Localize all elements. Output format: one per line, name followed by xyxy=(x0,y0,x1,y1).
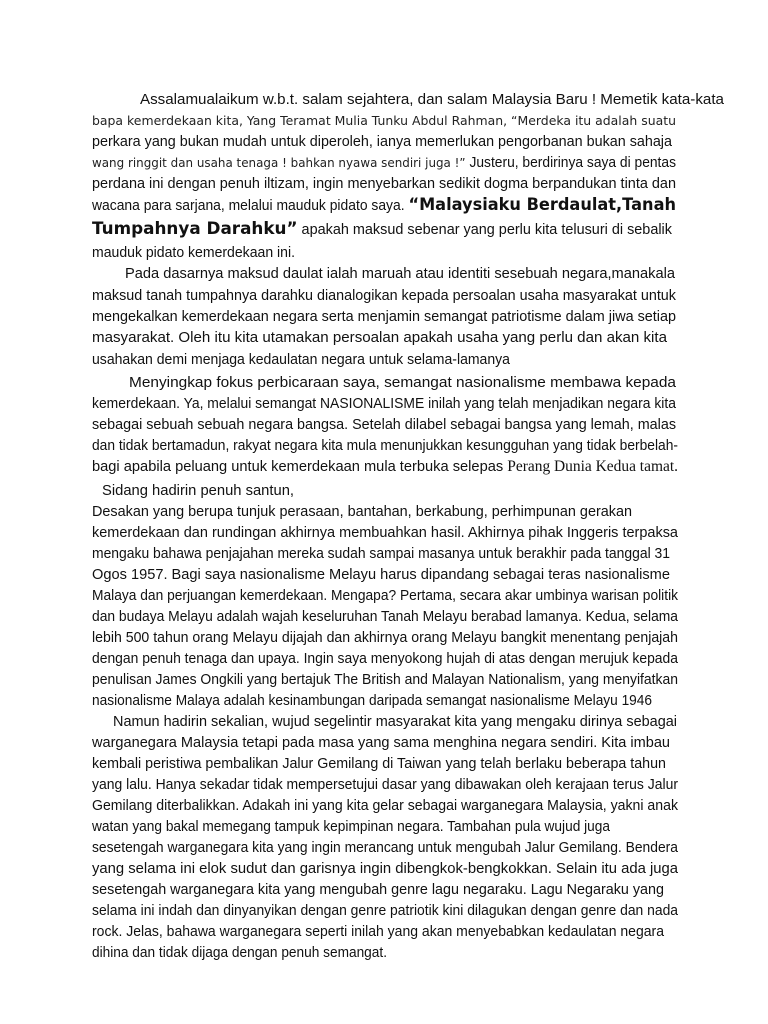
text-line xyxy=(92,502,639,522)
line-content xyxy=(92,111,676,131)
text-segment: usahakan demi menjaga kedaulatan negara untuk selama-lamanya xyxy=(92,352,510,368)
text-segment: dan tidak bertamadun, rakyat negara kita mula menunjukkan kesungguhan yang tidak berbelah- xyxy=(92,438,678,454)
line-content xyxy=(92,286,676,306)
line-content xyxy=(129,373,676,393)
text-line xyxy=(140,90,724,110)
text-segment: yang lalu. Hanya sekadar tidak mempersetujui dasar yang dibawakan oleh kerajaan terus Jalur xyxy=(92,777,679,793)
text-segment: dihina dan tidak dijaga dengan penuh semangat. xyxy=(92,945,387,961)
text-line xyxy=(92,174,682,194)
text-line xyxy=(92,328,668,348)
text-line xyxy=(92,607,710,627)
text-segment: apakah maksud sebenar yang perlu kita telusuri di sebalik xyxy=(297,222,672,238)
text-segment: Gemilang diterbalikkan. Adakah ini yang kita gelar sebagai warganegara Malaysia, yakni anak xyxy=(92,798,678,814)
text-line xyxy=(92,544,699,564)
text-line xyxy=(92,691,689,711)
line-content xyxy=(92,586,678,606)
line-content xyxy=(92,628,678,648)
text-segment: mengekalkan kemerdekaan negara serta menjamin semangat patriotisme dalam jiwa setiap xyxy=(92,309,676,325)
text-segment: dan budaya Melayu adalah wajah keseluruhan Tanah Melayu berabad lamanya. Kedua, selama xyxy=(92,609,679,625)
line-content xyxy=(102,481,294,501)
text-segment: perdana ini dengan penuh iltizam, ingin menyebarkan sedikit dogma berpandukan tinta dan xyxy=(92,176,677,192)
text-line xyxy=(92,943,407,963)
text-line xyxy=(92,901,708,921)
text-segment: masyarakat. Oleh itu kita utamakan persoalan apakah usaha yang perlu dan akan kita xyxy=(92,330,668,346)
text-line xyxy=(92,733,672,753)
line-content xyxy=(92,174,676,194)
line-content xyxy=(92,691,652,711)
text-segment: Malaya dan perjuangan kemerdekaan. Mengapa? Pertama, secara akar umbinya warisan politik xyxy=(92,588,679,604)
line-content xyxy=(92,817,610,837)
line-content xyxy=(92,754,666,774)
text-segment: rock. Jelas, bahawa warganegara seperti inilah yang akan menyebabkan kedaulatan negara xyxy=(92,924,664,940)
text-line xyxy=(92,838,709,858)
line-content xyxy=(92,775,678,795)
text-segment: sesetengah warganegara kita yang ingin merancang untuk mengubah Jalur Gemilang. Bendera xyxy=(92,840,678,856)
text-line xyxy=(92,111,683,131)
text-segment: Pada dasarnya maksud daulat ialah maruah atau identiti sesebuah negara,manakala xyxy=(125,266,675,282)
text-line xyxy=(92,859,679,879)
text-segment: maksud tanah tumpahnya darahku dianalogikan kepada persoalan usaha masyarakat untuk xyxy=(92,288,676,304)
text-segment: Desakan yang berupa tunjuk perasaan, bantahan, berkabung, perhimpunan gerakan xyxy=(92,504,633,520)
text-segment: bapa kemerdekaan kita, Yang Teramat Mulia Tunku Abdul Rahman, “Merdeka itu adalah suatu xyxy=(92,113,677,128)
line-content xyxy=(92,394,676,414)
text-line xyxy=(92,457,676,477)
text-line xyxy=(92,670,706,690)
line-content xyxy=(92,670,678,690)
text-line xyxy=(125,264,673,284)
line-content xyxy=(92,415,676,435)
text-segment: mengaku bahawa penjajahan mereka sudah sampai masanya untuk berakhir pada tanggal 31 xyxy=(92,546,670,562)
text-line xyxy=(92,922,688,942)
text-line xyxy=(92,880,674,900)
text-line xyxy=(92,243,303,263)
line-content xyxy=(92,153,676,173)
line-content xyxy=(92,307,676,327)
text-line xyxy=(92,307,684,327)
text-segment: sebagai sebuah sebuah negara bangsa. Setelah dilabel sebagai bangsa yang lemah, malas xyxy=(92,417,677,433)
text-line xyxy=(102,481,295,501)
text-line xyxy=(92,415,686,435)
text-line xyxy=(92,628,698,648)
text-segment: Assalamualaikum w.b.t. salam sejahtera, dan salam Malaysia Baru ! Memetik kata-kata xyxy=(140,92,724,108)
line-content xyxy=(92,649,678,669)
text-segment: warganegara Malaysia tetapi pada masa yang sama menghina negara sendiri. Kita imbau xyxy=(92,735,671,751)
line-content xyxy=(92,544,670,564)
text-segment: yang selama ini elok sudut dan garisnya ingin dibengkok-bengkokkan. Selain itu ada juga xyxy=(92,861,679,877)
line-content xyxy=(92,943,387,963)
text-segment: nasionalisme Malaya adalah kesinambungan daripada semangat nasionalisme Melayu 1946 xyxy=(92,693,653,709)
text-segment: wang ringgit dan usaha tenaga ! bahkan nyawa sendiri juga !” xyxy=(92,155,466,170)
line-content xyxy=(92,880,664,900)
line-content xyxy=(92,838,678,858)
line-content xyxy=(92,436,678,456)
text-segment: bagi apabila peluang untuk kemerdekaan mula terbuka selepas xyxy=(92,459,508,475)
text-line xyxy=(92,523,683,543)
speech-title: “Malaysiaku Berdaulat,Tanah xyxy=(408,195,676,215)
line-content xyxy=(92,523,678,543)
text-segment: lebih 500 tahun orang Melayu dijajah dan akhirnya orang Melayu bangkit menentang penjajah xyxy=(92,630,679,646)
text-line xyxy=(129,373,676,393)
text-line xyxy=(92,195,706,215)
line-content xyxy=(92,922,664,942)
text-segment: selama ini indah dan dinyanyikan dengan genre patriotik kini dilagukan dengan genre dan nada xyxy=(92,903,679,919)
text-line xyxy=(92,350,527,370)
text-line xyxy=(92,565,670,585)
text-line xyxy=(92,586,713,606)
text-segment: mauduk pidato kemerdekaan ini. xyxy=(92,245,296,261)
text-segment: Menyingkap fokus perbicaraan saya, semangat nasionalisme membawa kepada xyxy=(129,375,676,391)
line-content xyxy=(92,901,678,921)
text-line xyxy=(92,754,679,774)
text-segment: kembali peristiwa pembalikan Jalur Gemilang di Taiwan yang telah berlaku beberapa tahun xyxy=(92,756,666,772)
line-content xyxy=(92,219,672,240)
text-line xyxy=(92,394,706,414)
text-segment: kemerdekaan dan rundingan akhirnya membuahkan hasil. Akhirnya pihak Inggeris terpaksa xyxy=(92,525,678,541)
text-line xyxy=(92,153,709,173)
text-line xyxy=(92,796,699,816)
line-content xyxy=(92,796,678,816)
text-segment: dengan penuh tenaga dan upaya. Ingin saya menyokong hujah di atas dengan merujuk kepada xyxy=(92,651,678,667)
text-segment: Ogos 1957. Bagi saya nasionalisme Melayu harus dipandang sebagai teras nasionalisme xyxy=(92,567,670,583)
text-line xyxy=(92,286,686,306)
line-content xyxy=(92,859,678,879)
text-line xyxy=(113,712,682,732)
line-content xyxy=(92,607,678,627)
line-content xyxy=(92,243,295,263)
line-content xyxy=(92,350,510,370)
text-segment: Perang Dunia Kedua tamat. xyxy=(507,458,678,475)
text-segment: Sidang hadirin penuh santun, xyxy=(102,483,295,499)
line-content xyxy=(140,90,724,110)
line-content xyxy=(92,328,667,348)
text-line xyxy=(92,132,682,152)
line-content xyxy=(92,457,678,477)
text-segment: penulisan James Ongkili yang bertajuk The British and Malayan Nationalism, yang menyifatkan xyxy=(92,672,679,688)
text-segment: Justeru, berdirinya saya di pentas xyxy=(465,155,676,171)
line-content xyxy=(113,712,677,732)
text-line xyxy=(92,219,679,239)
text-line xyxy=(92,649,708,669)
line-content xyxy=(92,733,670,753)
line-content xyxy=(92,132,672,152)
text-segment: wacana para sarjana, melalui mauduk pidato saya. xyxy=(92,198,409,214)
line-content xyxy=(125,264,675,284)
line-content xyxy=(92,565,670,585)
line-content xyxy=(92,195,676,216)
text-line xyxy=(92,436,712,456)
text-segment: watan yang bakal memegang tampuk kepimpinan negara. Tambahan pula wujud juga xyxy=(92,819,610,835)
text-segment: kemerdekaan. Ya, melalui semangat NASIONALISME inilah yang telah menjadikan negara kita xyxy=(92,396,676,412)
line-content xyxy=(92,502,632,522)
text-line xyxy=(92,817,644,837)
text-segment: sesetengah warganegara kita yang mengubah genre lagu negaraku. Lagu Negaraku yang xyxy=(92,882,664,898)
text-segment: perkara yang bukan mudah untuk diperoleh, ianya memerlukan pengorbanan bukan sahaja xyxy=(92,134,672,150)
text-line xyxy=(92,775,705,795)
speech-title: Tumpahnya Darahku” xyxy=(92,219,298,239)
text-segment: Namun hadirin sekalian, wujud segelintir masyarakat kita yang mengaku dirinya sebagai xyxy=(113,714,678,730)
